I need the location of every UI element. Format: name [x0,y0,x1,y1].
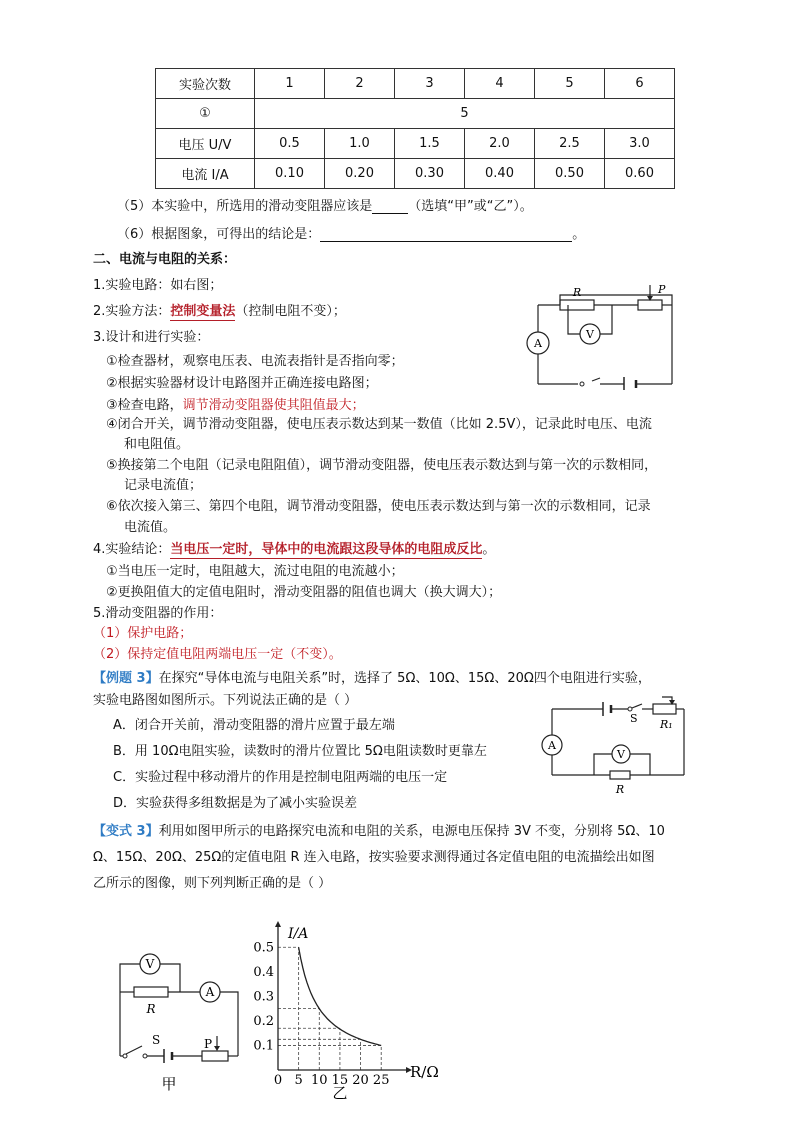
step-item: ④闭合开关，调节滑动变阻器，使电压表示数达到某一数值（比如 2.5V），记录此时电压、电流 [106,417,652,432]
current-resistance-chart [250,915,450,1100]
table-row: ① 5 [156,99,675,129]
step-item-cont: 记录电流值； [124,478,203,493]
section-title: 二、电流与电阻的关系： [93,252,237,267]
section-item: 5.滑动变阻器的作用： [93,606,223,621]
x-tick-label: 0 [273,1073,283,1088]
voltmeter-label: V [145,957,155,971]
figure-caption: 乙 [332,1084,348,1100]
voltmeter-label: V [617,748,625,761]
step-item: ①检查器材，观察电压表、电流表指针是否指向零； [106,354,404,369]
circuit-diagram-1 [520,280,690,390]
resistor-symbol [134,987,168,997]
role-item: （2）保持定值电阻两端电压一定（不变）。 [93,647,342,662]
rheostat-label: R₁ [660,718,673,731]
example-3-stem: 【例题 3】在探究“导体电流与电阻关系”时，选择了 5Ω、10Ω、15Ω、20Ω四个电阻进行实验， [93,671,651,686]
ammeter-label: A [534,337,542,350]
resistor-label: R [615,783,625,796]
step-item-cont: 电流值。 [124,520,177,535]
y-tick-label: 0.5 [253,940,274,956]
voltmeter-label: V [586,328,594,341]
section-item: 2.实验方法：控制变量法（控制电阻不变）； [93,304,346,319]
table-row: 电流 I/A 0.10 0.20 0.30 0.40 0.50 0.60 [156,159,675,189]
chart-ticks [253,940,389,1088]
resistor-label: R [146,1002,156,1016]
table-row: 电压 U/V 0.5 1.0 1.5 2.0 2.5 3.0 [156,129,675,159]
ammeter-label: A [205,985,215,999]
data-table [155,68,675,189]
y-tick-label: 0.4 [253,964,274,980]
conclusion-item: ②更换阻值大的定值电阻时，滑动变阻器的阻值也调大（换大调大）； [106,585,502,600]
series-line [299,947,382,1045]
y-tick-label: 0.2 [253,1013,274,1029]
table-row: 实验次数 1 2 3 4 5 6 [156,69,675,99]
resistor-symbol [560,300,594,310]
step-item: ⑥依次接入第三、第四个电阻，调节滑动变阻器，使电压表示数达到与第一次的示数相同，记录 [106,499,651,514]
x-tick-label: 15 [331,1073,349,1088]
variant-3-stem: 【变式 3】利用如图甲所示的电路探究电流和电阻的关系，电源电压保持 3V 不变，分别将 5Ω、10 [93,824,665,839]
x-tick-label: 25 [372,1073,390,1088]
ammeter-label: A [548,739,556,752]
y-axis-arrow [275,921,281,927]
rheostat-symbol [638,300,662,310]
x-axis-label: R/Ω [410,1063,439,1081]
step-item: ⑤换接第二个电阻（记录电阻阻值），调节滑动变阻器，使电压表示数达到与第一次的示数相同， [106,458,658,473]
slider-label: P [658,283,666,296]
step-item-cont: 和电阻值。 [124,437,190,452]
y-axis-label: I/A [288,926,309,942]
variant-3-stem: 乙所示的图像，则下列判断正确的是（ ） [93,876,332,891]
option-c: C．实验过程中移动滑片的作用是控制电阻两端的电压一定 [113,770,448,785]
resistor-label: R [572,286,582,299]
chart-guides [278,947,381,1070]
conclusion-item: ①当电压一定时，电阻越大，流过电阻的电流越小； [106,564,404,579]
rheostat-symbol [202,1051,228,1061]
resistor-symbol [610,771,630,779]
option-b: B．用 10Ω电阻实验，读数时的滑片位置比 5Ω电阻读数时更靠左 [113,744,487,759]
answer-blank [320,241,572,242]
rheostat-symbol [653,704,676,714]
slider-label: P [204,1037,213,1051]
role-item: （1）保护电路； [93,626,193,641]
section-item: 3.设计和进行实验： [93,330,210,345]
chart-axes [275,921,412,1073]
variant-3-stem: Ω、15Ω、20Ω、25Ω的定值电阻 R 连入电路，按实验要求测得通过各定值电阻的电流描绘出如图 [93,850,655,865]
step-item: ③检查电路，调节滑动变阻器使其阻值最大； [106,398,365,413]
option-d: D．实验获得多组数据是为了减小实验误差 [113,796,358,811]
example-3-stem: 实验电路图如图所示。下列说法正确的是（ ） [93,693,358,708]
x-tick-label: 10 [311,1073,328,1088]
x-tick-label: 5 [294,1073,303,1088]
circuit-diagram-3 [112,940,247,1095]
circuit-diagram-2 [540,695,690,800]
question-6: （6）根据图象，可得出的结论是： 。 [117,227,586,242]
x-tick-label: 20 [352,1073,369,1088]
y-tick-label: 0.1 [253,1038,274,1054]
section-item: 4.实验结论：当电压一定时，导体中的电流跟这段导体的电阻成反比。 [93,542,496,557]
switch-label: S [630,712,638,725]
question-5: （5）本实验中，所选用的滑动变阻器应该是 （选填“甲”或“乙”）。 [117,199,533,214]
y-tick-label: 0.3 [253,989,274,1005]
step-item: ②根据实验器材设计电路图并正确连接电路图； [106,376,378,391]
answer-blank [372,213,408,214]
switch-label: S [152,1033,161,1047]
section-item: 1.实验电路：如右图； [93,278,223,293]
option-a: A．闭合开关前，滑动变阻器的滑片应置于最左端 [113,718,395,733]
figure-caption: 甲 [161,1075,177,1093]
